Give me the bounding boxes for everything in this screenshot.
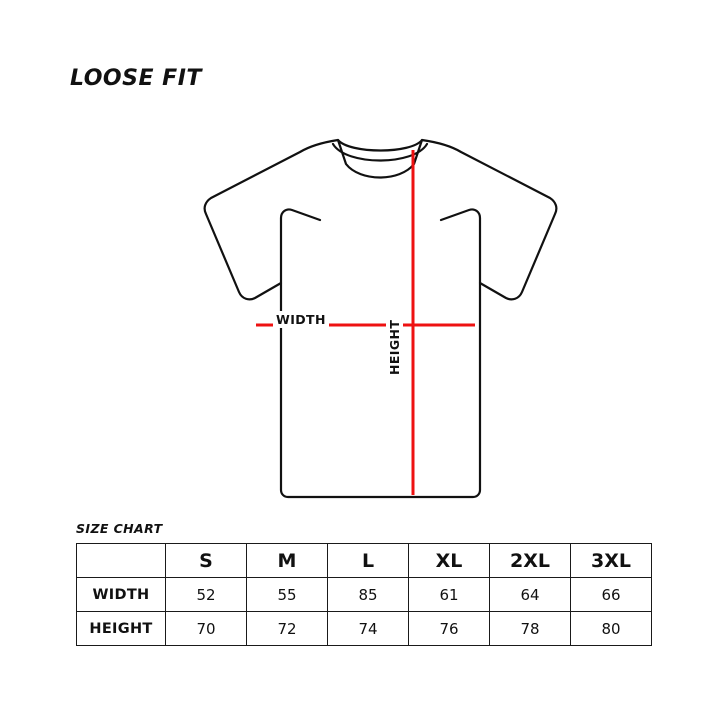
size-table bbox=[76, 543, 652, 646]
cell-width-2xl: 64 bbox=[490, 578, 571, 612]
cell-height-s: 70 bbox=[166, 612, 247, 646]
table-col-s: S bbox=[166, 544, 247, 578]
cell-height-2xl: 78 bbox=[490, 612, 571, 646]
cell-width-xl: 61 bbox=[409, 578, 490, 612]
table-col-m: M bbox=[247, 544, 328, 578]
cell-width-l: 85 bbox=[328, 578, 409, 612]
cell-height-3xl: 80 bbox=[571, 612, 652, 646]
table-row bbox=[77, 612, 652, 646]
tshirt-diagram bbox=[150, 120, 580, 520]
tshirt-illustration bbox=[150, 120, 580, 520]
cell-width-m: 55 bbox=[247, 578, 328, 612]
cell-width-3xl: 66 bbox=[571, 578, 652, 612]
table-col-3xl: 3XL bbox=[571, 544, 652, 578]
cell-width-s: 52 bbox=[166, 578, 247, 612]
cell-height-m: 72 bbox=[247, 612, 328, 646]
size-chart-caption: SIZE CHART bbox=[76, 521, 163, 536]
table-col-2xl: 2XL bbox=[490, 544, 571, 578]
cell-height-l: 74 bbox=[328, 612, 409, 646]
cell-height-xl: 76 bbox=[409, 612, 490, 646]
height-label: HEIGHT bbox=[386, 317, 403, 378]
table-corner-cell bbox=[77, 544, 166, 578]
table-col-l: L bbox=[328, 544, 409, 578]
width-label: WIDTH bbox=[273, 311, 329, 328]
page-title: LOOSE FIT bbox=[70, 66, 202, 91]
table-row bbox=[77, 578, 652, 612]
row-label-width: WIDTH bbox=[77, 578, 166, 612]
table-col-xl: XL bbox=[409, 544, 490, 578]
table-header-row bbox=[77, 544, 652, 578]
row-label-height: HEIGHT bbox=[77, 612, 166, 646]
